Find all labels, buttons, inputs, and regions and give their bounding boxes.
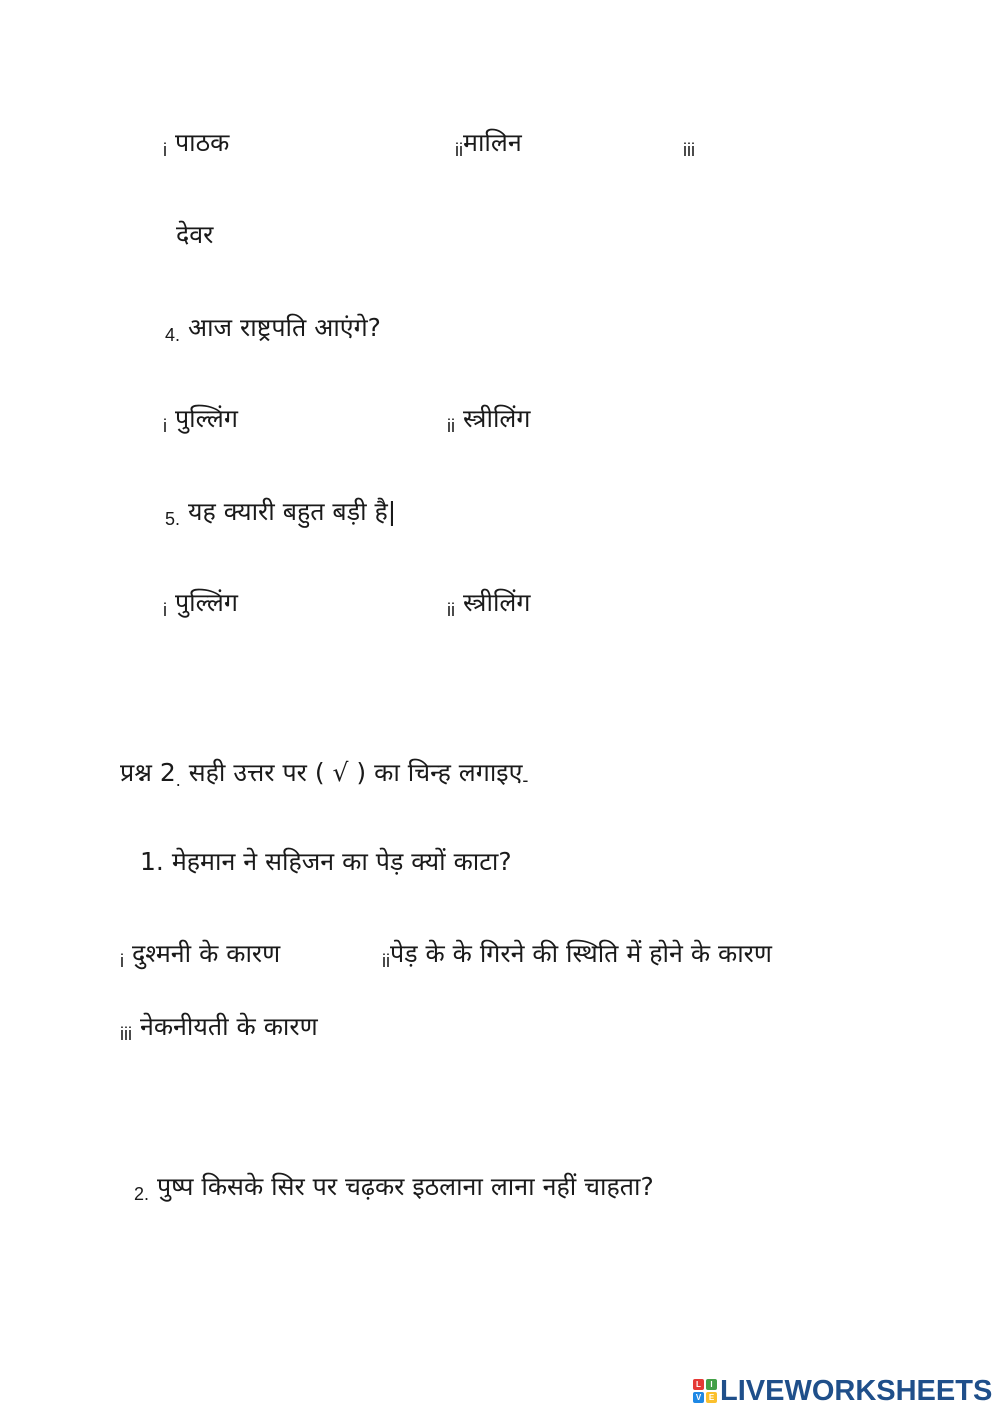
heading-prefix: प्रश्न 2 <box>120 758 176 787</box>
option-numeral: iii <box>120 1024 132 1044</box>
option-text: स्त्रीलिंग <box>462 404 531 433</box>
option-numeral: i <box>163 140 167 160</box>
logo-mark-e: E <box>706 1392 717 1403</box>
heading-text: सही उत्तर पर ( √ ) का चिन्ह लगाइए <box>180 758 523 787</box>
question-text: आज राष्ट्रपति आएंगे? <box>187 313 381 342</box>
question-4 <box>165 313 381 345</box>
q5-option-ii <box>447 588 530 620</box>
option-text: देवर <box>176 220 214 249</box>
question-number: 2. <box>134 1184 150 1204</box>
option-text: पुल्लिंग <box>174 404 238 433</box>
heading-dot: . <box>175 770 181 790</box>
option-text: पेड़ के के गिरने की स्थिति में होने के कारण <box>390 939 772 968</box>
option-text: स्त्रीलिंग <box>462 588 531 617</box>
q4-option-i <box>163 404 238 436</box>
q5-option-i <box>163 588 238 620</box>
logo-mark-i: I <box>706 1379 717 1390</box>
q3-option-iii-text <box>176 220 213 250</box>
option-numeral: iii <box>683 140 695 160</box>
option-numeral: ii <box>447 600 455 620</box>
logo-mark-icon <box>693 1379 717 1403</box>
option-numeral: ii <box>382 951 390 971</box>
option-text: मालिन <box>463 128 522 157</box>
option-text: पुल्लिंग <box>174 588 238 617</box>
option-numeral: i <box>120 951 124 971</box>
question-number: 1. <box>140 847 164 876</box>
s2-question-2 <box>134 1172 654 1204</box>
question-text: यह क्यारी बहुत बड़ी है| <box>187 497 397 526</box>
s2-q1-option-iii <box>120 1012 318 1044</box>
option-text: नेकनीयती के कारण <box>139 1012 318 1041</box>
liveworksheets-logo <box>693 1376 992 1406</box>
option-text: पाठक <box>174 128 230 157</box>
q3-option-i <box>163 128 229 160</box>
logo-mark-v: V <box>693 1392 704 1403</box>
q3-option-ii <box>455 128 522 160</box>
s2-question-1 <box>140 847 512 877</box>
logo-text: LIVEWORKSHEETS <box>720 1374 993 1407</box>
option-numeral: ii <box>447 416 455 436</box>
option-text: दुश्मनी के कारण <box>131 939 281 968</box>
question-text: मेहमान ने सहिजन का पेड़ क्यों काटा? <box>171 847 512 876</box>
s2-q1-option-ii <box>382 939 772 971</box>
q4-option-ii <box>447 404 530 436</box>
q3-option-iii-numeral <box>683 133 695 165</box>
question-number: 4. <box>165 325 181 345</box>
section-2-heading <box>120 758 528 790</box>
option-numeral: i <box>163 416 167 436</box>
question-text: पुष्प किसके सिर पर चढ़कर इठलाना लाना नहीं चाहता? <box>156 1172 654 1201</box>
logo-mark-l: L <box>693 1379 704 1390</box>
s2-q1-option-i <box>120 939 280 971</box>
heading-suffix: - <box>522 770 529 790</box>
question-number: 5. <box>165 509 181 529</box>
question-5 <box>165 497 396 529</box>
option-numeral: i <box>163 600 167 620</box>
option-numeral: ii <box>455 140 463 160</box>
